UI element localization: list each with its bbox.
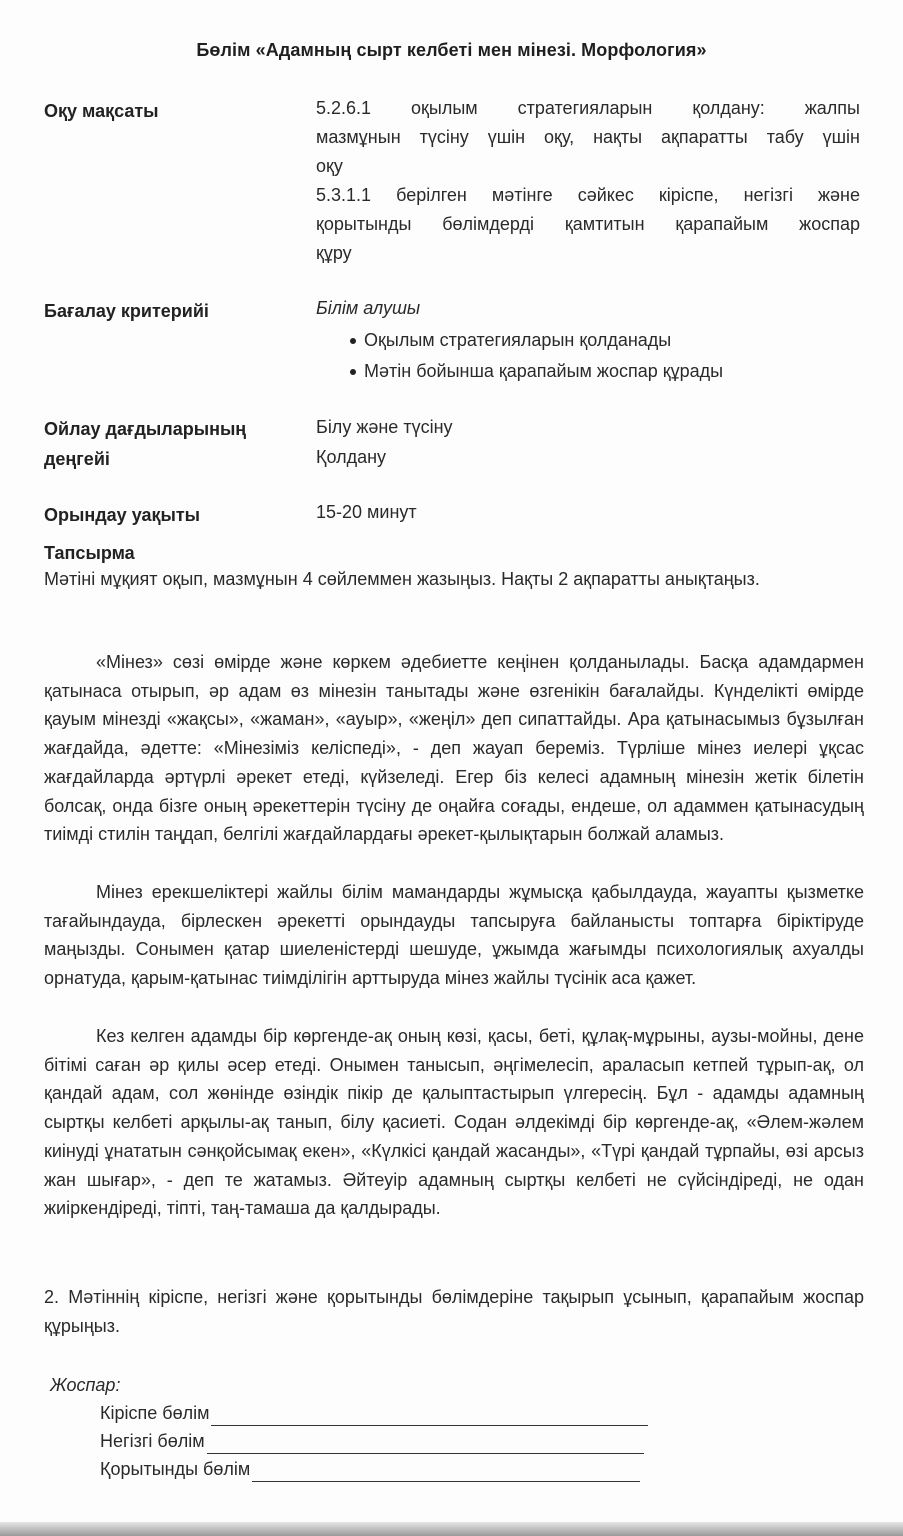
objective-line: 5.3.1.1 берілген мәтінге сәйкес кіріспе, негізгі және: [316, 185, 860, 205]
thinking-level: Білу және түсіну: [316, 417, 453, 437]
criteria-value: [316, 294, 860, 387]
page-bottom-edge: [0, 1522, 903, 1536]
criteria-label: Бағалау критерийі: [44, 301, 209, 321]
criteria-list: [316, 325, 860, 387]
plan-row-conclusion: [100, 1456, 640, 1482]
plan-row-label: Негізгі бөлім: [100, 1431, 205, 1451]
text-paragraph: «Мінез» сөзі өмірде және көркем әдебиетте кеңінен қолданылады. Басқа адамдармен қатынаса отырып, әр адам өз мінезін танытады және өзгенікін бағалайды. Күнделікті өмірде қауым мінезді «жақсы», «жаман», «ауыр», «жеңіл» деп сипаттайды. Ара қатынасымыз бұзылған жағдайда, әдетте: «Мінезіміз келіспеді», - деп жауап береміз. Түрліше мінез иелері ұқсас жағдайларда әртүрлі әрекет етеді, күйзеледі. Егер біз келесі адамның мінезін жетік білетін болсақ, онда бізге оның әрекеттерін түсіну де оңайға соғады, ендеше, ол адаммен қатынасудың тиімді стилін таңдап, белгілі жағдайлардағы әрекет-қылықтарын болжай аламыз.: [44, 652, 864, 845]
objective-line: мазмұнын түсіну үшін оқу, нақты ақпаратты табу үшін: [316, 127, 860, 147]
duration-label: Орындау уақыты: [44, 505, 201, 525]
thinking-level: Қолдану: [316, 447, 387, 467]
criteria-intro: Білім алушы: [316, 298, 421, 318]
plan-answer-line[interactable]: [252, 1461, 640, 1482]
thinking-levels-value: [316, 412, 860, 472]
plan-row-main: [100, 1428, 644, 1454]
task2-instruction: 2. Мәтіннің кіріспе, негізгі және қорытынды бөлімдеріне тақырып ұсынып, қарапайым жоспар құрыңыз.: [44, 1287, 864, 1336]
objectives-label: Оқу мақсаты: [44, 101, 159, 121]
plan-row-label: Қорытынды бөлім: [100, 1459, 251, 1479]
plan-answer-line[interactable]: [211, 1405, 648, 1426]
text-paragraph: Кез келген адамды бір көргенде-ақ оның көзі, қасы, беті, құлақ-мұрыны, аузы-мойны, дене бітімі саған әр қилы әсер етеді. Онымен танысып, әңгімелесіп, араласып кетпей тұрып-ақ, ол қандай адам, сол жөнінде өзіндік пікір де қалыптастырып үлгересің. Бұл - адамды адамның сыртқы келбеті арқылы-ақ танып, білу қасиеті. Содан әлдекімді бір көргенде-ақ, «Әлем-жәлем киінуді ұнататын сәнқойсымақ екен», «Күлкісі қандай жасанды», «Түрі қандай тұрпайы, өзі арсыз жан шығар», - деп те жатамыз. Әйтеуір адамның сыртқы келбеті не сүйсіндіреді, не одан жиіркендіреді, тіпті, таң-тамаша да қалдырады.: [44, 1026, 864, 1219]
task-instruction: Мәтіні мұқият оқып, мазмұнын 4 сөйлеммен жазыңыз. Нақты 2 ақпаратты анықтаңыз.: [44, 569, 760, 589]
objective-line: оқу: [316, 156, 343, 176]
plan-row-label: Кіріспе бөлім: [100, 1403, 210, 1423]
plan-row-intro: [100, 1400, 648, 1426]
objective-line: қорытынды бөлімдерді қамтитын қарапайым жоспар: [316, 214, 860, 234]
thinking-levels-label-line: Ойлау дағдыларының: [44, 419, 247, 439]
duration-value: 15-20 минут: [316, 502, 417, 522]
criteria-item: Мәтін бойынша қарапайым жоспар құрады: [350, 356, 860, 387]
text-paragraph: Мінез ерекшеліктері жайлы білім мамандарды жұмысқа қабылдауда, жауапты қызметке тағайындауда, бірлескен әрекетті орындауды тапсыруға байланысты топтарға біріктіруде маңызды. Сонымен қатар шиеленістерді шешуде, ұжымда жағымды психологиялық ахуалды орнатуда, қарым-қатынас тиімділігін арттыруда мінез жайлы түсінік аса қажет.: [44, 882, 864, 989]
plan-answer-line[interactable]: [207, 1433, 644, 1454]
criteria-item: Оқылым стратегияларын қолданады: [350, 325, 860, 356]
objectives-value: [316, 94, 860, 268]
objective-line: 5.2.6.1 оқылым стратегияларын қолдану: жалпы: [316, 98, 860, 118]
task-heading: Тапсырма: [44, 543, 135, 563]
objective-line: құру: [316, 243, 352, 263]
section-title: Бөлім «Адамның сырт келбеті мен мінезі. Морфология»: [196, 40, 707, 60]
thinking-levels-label-line: деңгейі: [44, 449, 110, 469]
plan-title: Жоспар:: [50, 1375, 121, 1395]
thinking-levels-label: [44, 414, 246, 474]
